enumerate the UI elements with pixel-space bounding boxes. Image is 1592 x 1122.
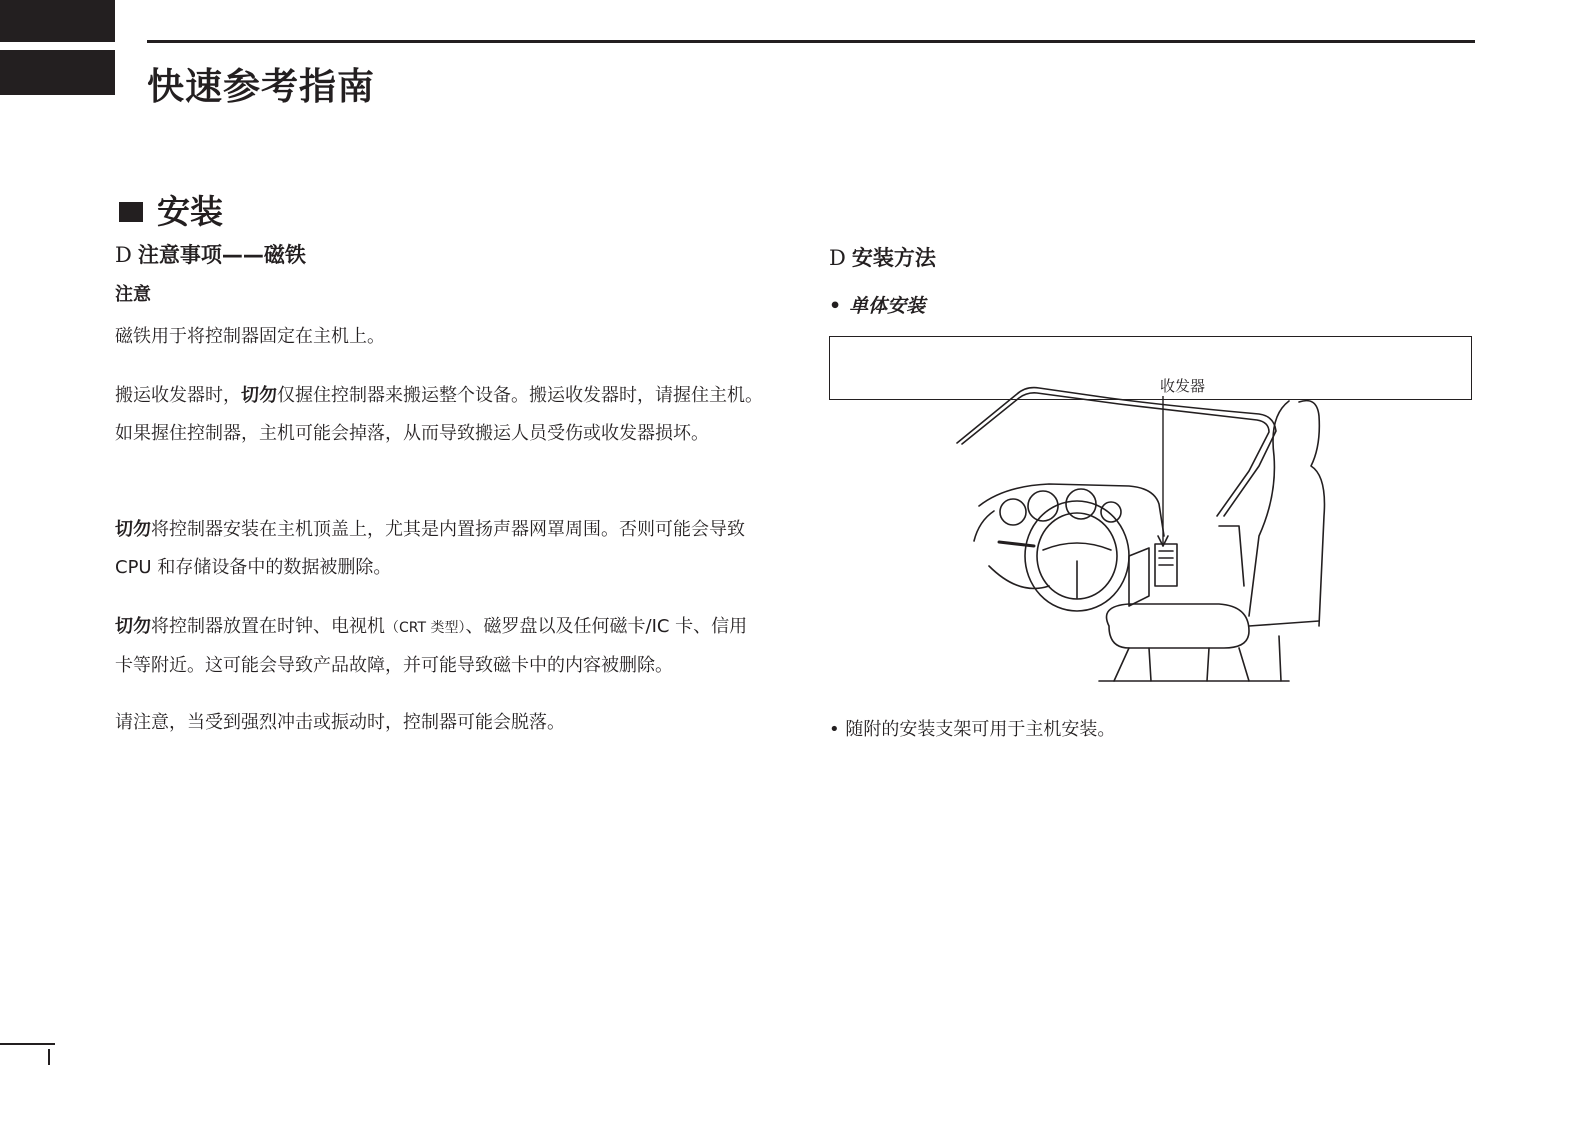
subheading-marker: D xyxy=(115,243,132,267)
gauge-right xyxy=(1066,489,1096,519)
door-detail xyxy=(1219,526,1244,586)
paragraph-5: 请注意，当受到强烈冲击或振动时，控制器可能会脱落。 xyxy=(115,712,565,733)
car-interior-illustration xyxy=(829,336,1349,701)
seat-legs xyxy=(1114,636,1281,681)
paragraph-3 xyxy=(115,511,765,587)
left-subheading-text: 注意事项——磁铁 xyxy=(137,243,306,267)
chapter-tab-lower xyxy=(0,50,115,95)
header-rule xyxy=(147,40,1475,43)
caution-label: 注意 xyxy=(115,284,151,305)
gauge-small xyxy=(1101,502,1121,522)
seat-cushion xyxy=(1107,604,1250,648)
paragraph-2 xyxy=(115,377,765,453)
transceiver-controls xyxy=(1159,551,1173,565)
bullet-heading xyxy=(829,293,925,319)
paragraph-4-body-b: 、磁罗盘以及任何磁卡/IC 卡、信用卡等附近。这可能会导致产品故障，并可能导致磁卡中的内容被删除。 xyxy=(115,616,748,676)
dashboard-edge xyxy=(974,511,994,541)
paragraph-2-emphasis: 切勿 xyxy=(241,385,277,406)
paragraph-4-emphasis: 切勿 xyxy=(115,616,151,637)
square-bullet-icon xyxy=(119,202,143,222)
windshield-frame xyxy=(957,388,1276,516)
gauge-left xyxy=(1000,499,1026,525)
paragraph-4-note: （CRT 类型） xyxy=(385,620,466,636)
section-heading xyxy=(119,190,223,234)
subheading-marker: D xyxy=(829,246,846,270)
right-subheading-text: 安装方法 xyxy=(851,246,936,270)
section-title: 安装 xyxy=(157,192,223,231)
seat-back-outer xyxy=(1299,401,1324,626)
paragraph-3-body: 将控制器安装在主机顶盖上，尤其是内置扬声器网罩周围。否则可能会导致 CPU 和存储设备中的数据被删除。 xyxy=(115,519,745,578)
paragraph-4 xyxy=(115,608,765,685)
chapter-tab-upper xyxy=(0,0,115,42)
bullet-heading-text: 单体安装 xyxy=(849,295,926,317)
paragraph-2-lead: 搬运收发器时， xyxy=(115,385,241,406)
control-stalk xyxy=(999,542,1034,546)
page-marker xyxy=(48,1049,50,1065)
paragraph-3-emphasis: 切勿 xyxy=(115,519,151,540)
chapter-title: 快速参考指南 xyxy=(147,65,375,108)
seat-side xyxy=(1249,621,1319,626)
console-panel xyxy=(1129,548,1149,606)
bullet-dot-icon: • xyxy=(829,295,842,317)
left-subheading xyxy=(115,240,306,270)
paragraph-4-body-a: 将控制器放置在时钟、电视机 xyxy=(151,616,385,637)
right-subheading xyxy=(829,243,936,273)
paragraph-2-body: 仅握住控制器来搬运整个设备。搬运收发器时，请握住主机。如果握住控制器，主机可能会掉落，从而导致搬运人员受伤或收发器损坏。 xyxy=(115,385,763,444)
figure-label-transceiver: 收发器 xyxy=(1160,377,1206,395)
lower-dash xyxy=(989,566,1049,589)
paragraph-1: 磁铁用于将控制器固定在主机上。 xyxy=(115,326,385,347)
installation-note: • 随附的安装支架可用于主机安装。 xyxy=(829,719,1116,740)
footer-rule xyxy=(0,1043,55,1045)
